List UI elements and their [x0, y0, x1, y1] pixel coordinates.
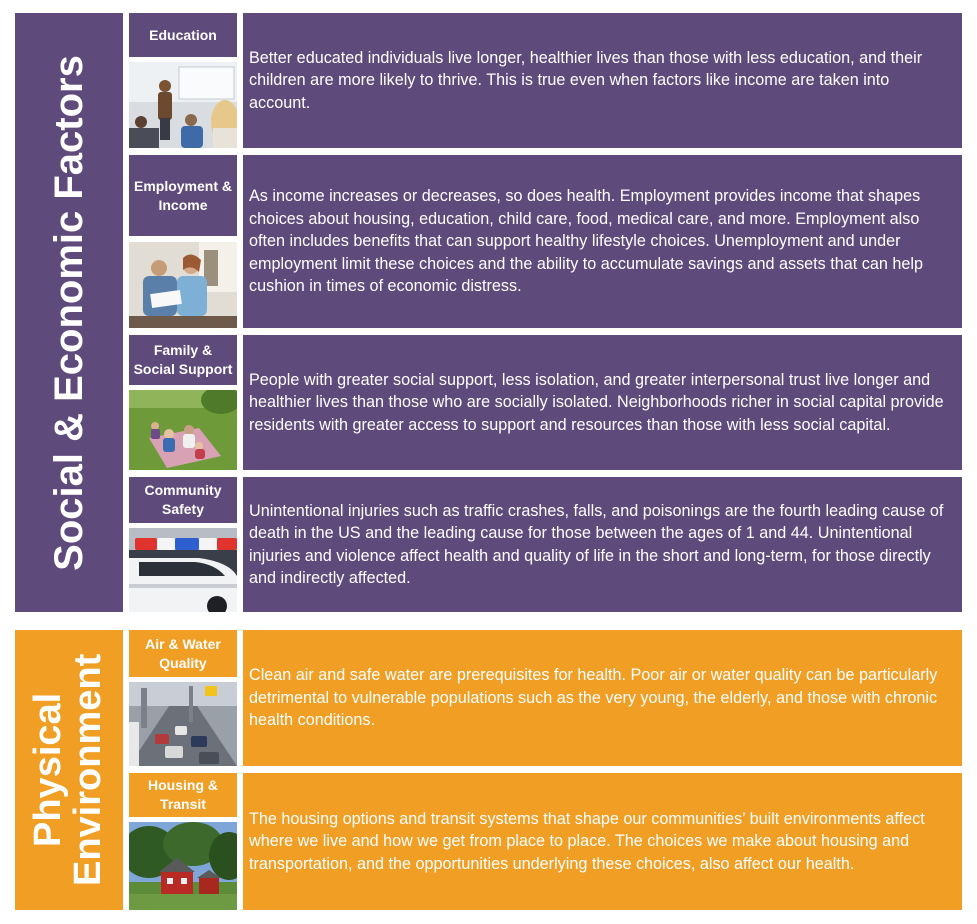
employment-income-description: As income increases or decreases, so does health. Employment provides income that shapes choices about housing, education, child care, food, medical care, and more. Employment also often includes benefits that can support healthy lifestyle choices. Unemployment and under employment limit these choices and the ability to accumulate savings and assets that can help cushion in times of economic distress. — [243, 155, 962, 328]
family-social-support-description: People with greater social support, less isolation, and greater interpersonal trust live longer and healthier lives than those who are socially isolated. Neighborhoods richer in social capital provide residents with greater access to support and resources than those with less social capital. — [243, 335, 962, 470]
family-picnic-photo-icon — [129, 390, 237, 470]
physical-environment-side-banner — [15, 630, 123, 910]
office-workers-photo-icon — [129, 242, 237, 328]
air-water-quality-description: Clean air and safe water are prerequisites for health. Poor air or water quality can be particularly detrimental to vulnerable populations such as the very young, the elderly, and those with chronic health conditions. — [243, 630, 962, 766]
physical-environment-title — [29, 654, 109, 886]
education-label: Education — [129, 13, 237, 57]
air-water-quality-label: Air & Water Quality — [129, 630, 237, 677]
social-economic-title: Social & Economic Factors — [47, 54, 92, 571]
community-safety-description: Unintentional injuries such as traffic crashes, falls, and poisonings are the fourth leading cause of death in the US and the leading cause for those between the ages of 1 and 44. Unintentional injuries and violence affect health and quality of life in the short and long-term, for those directly and indirectly affected. — [243, 477, 962, 612]
family-social-support-label: Family & Social Support — [129, 335, 237, 385]
housing-transit-description: The housing options and transit systems that shape our communities’ built environments affect where we live and how we get from place to place. The choices we make about housing and transportation, and the opportunities underlying these choices, also affect our health. — [243, 773, 962, 910]
physical-environment-title-line1: Physical — [27, 692, 70, 848]
highway-traffic-photo-icon — [129, 682, 237, 766]
employment-income-label: Employment & Income — [129, 155, 237, 236]
housing-transit-label: Housing & Transit — [129, 773, 237, 817]
physical-environment-title-line2: Environment — [67, 653, 109, 887]
social-economic-side-banner — [15, 13, 123, 612]
classroom-photo-icon — [129, 62, 237, 148]
education-description: Better educated individuals live longer, healthier lives than those with less education, and their children are more likely to thrive. This is true even when factors like income are taken into account. — [243, 13, 962, 148]
community-safety-label: Community Safety — [129, 477, 237, 523]
police-car-photo-icon — [129, 528, 237, 612]
red-house-photo-icon — [129, 822, 237, 910]
